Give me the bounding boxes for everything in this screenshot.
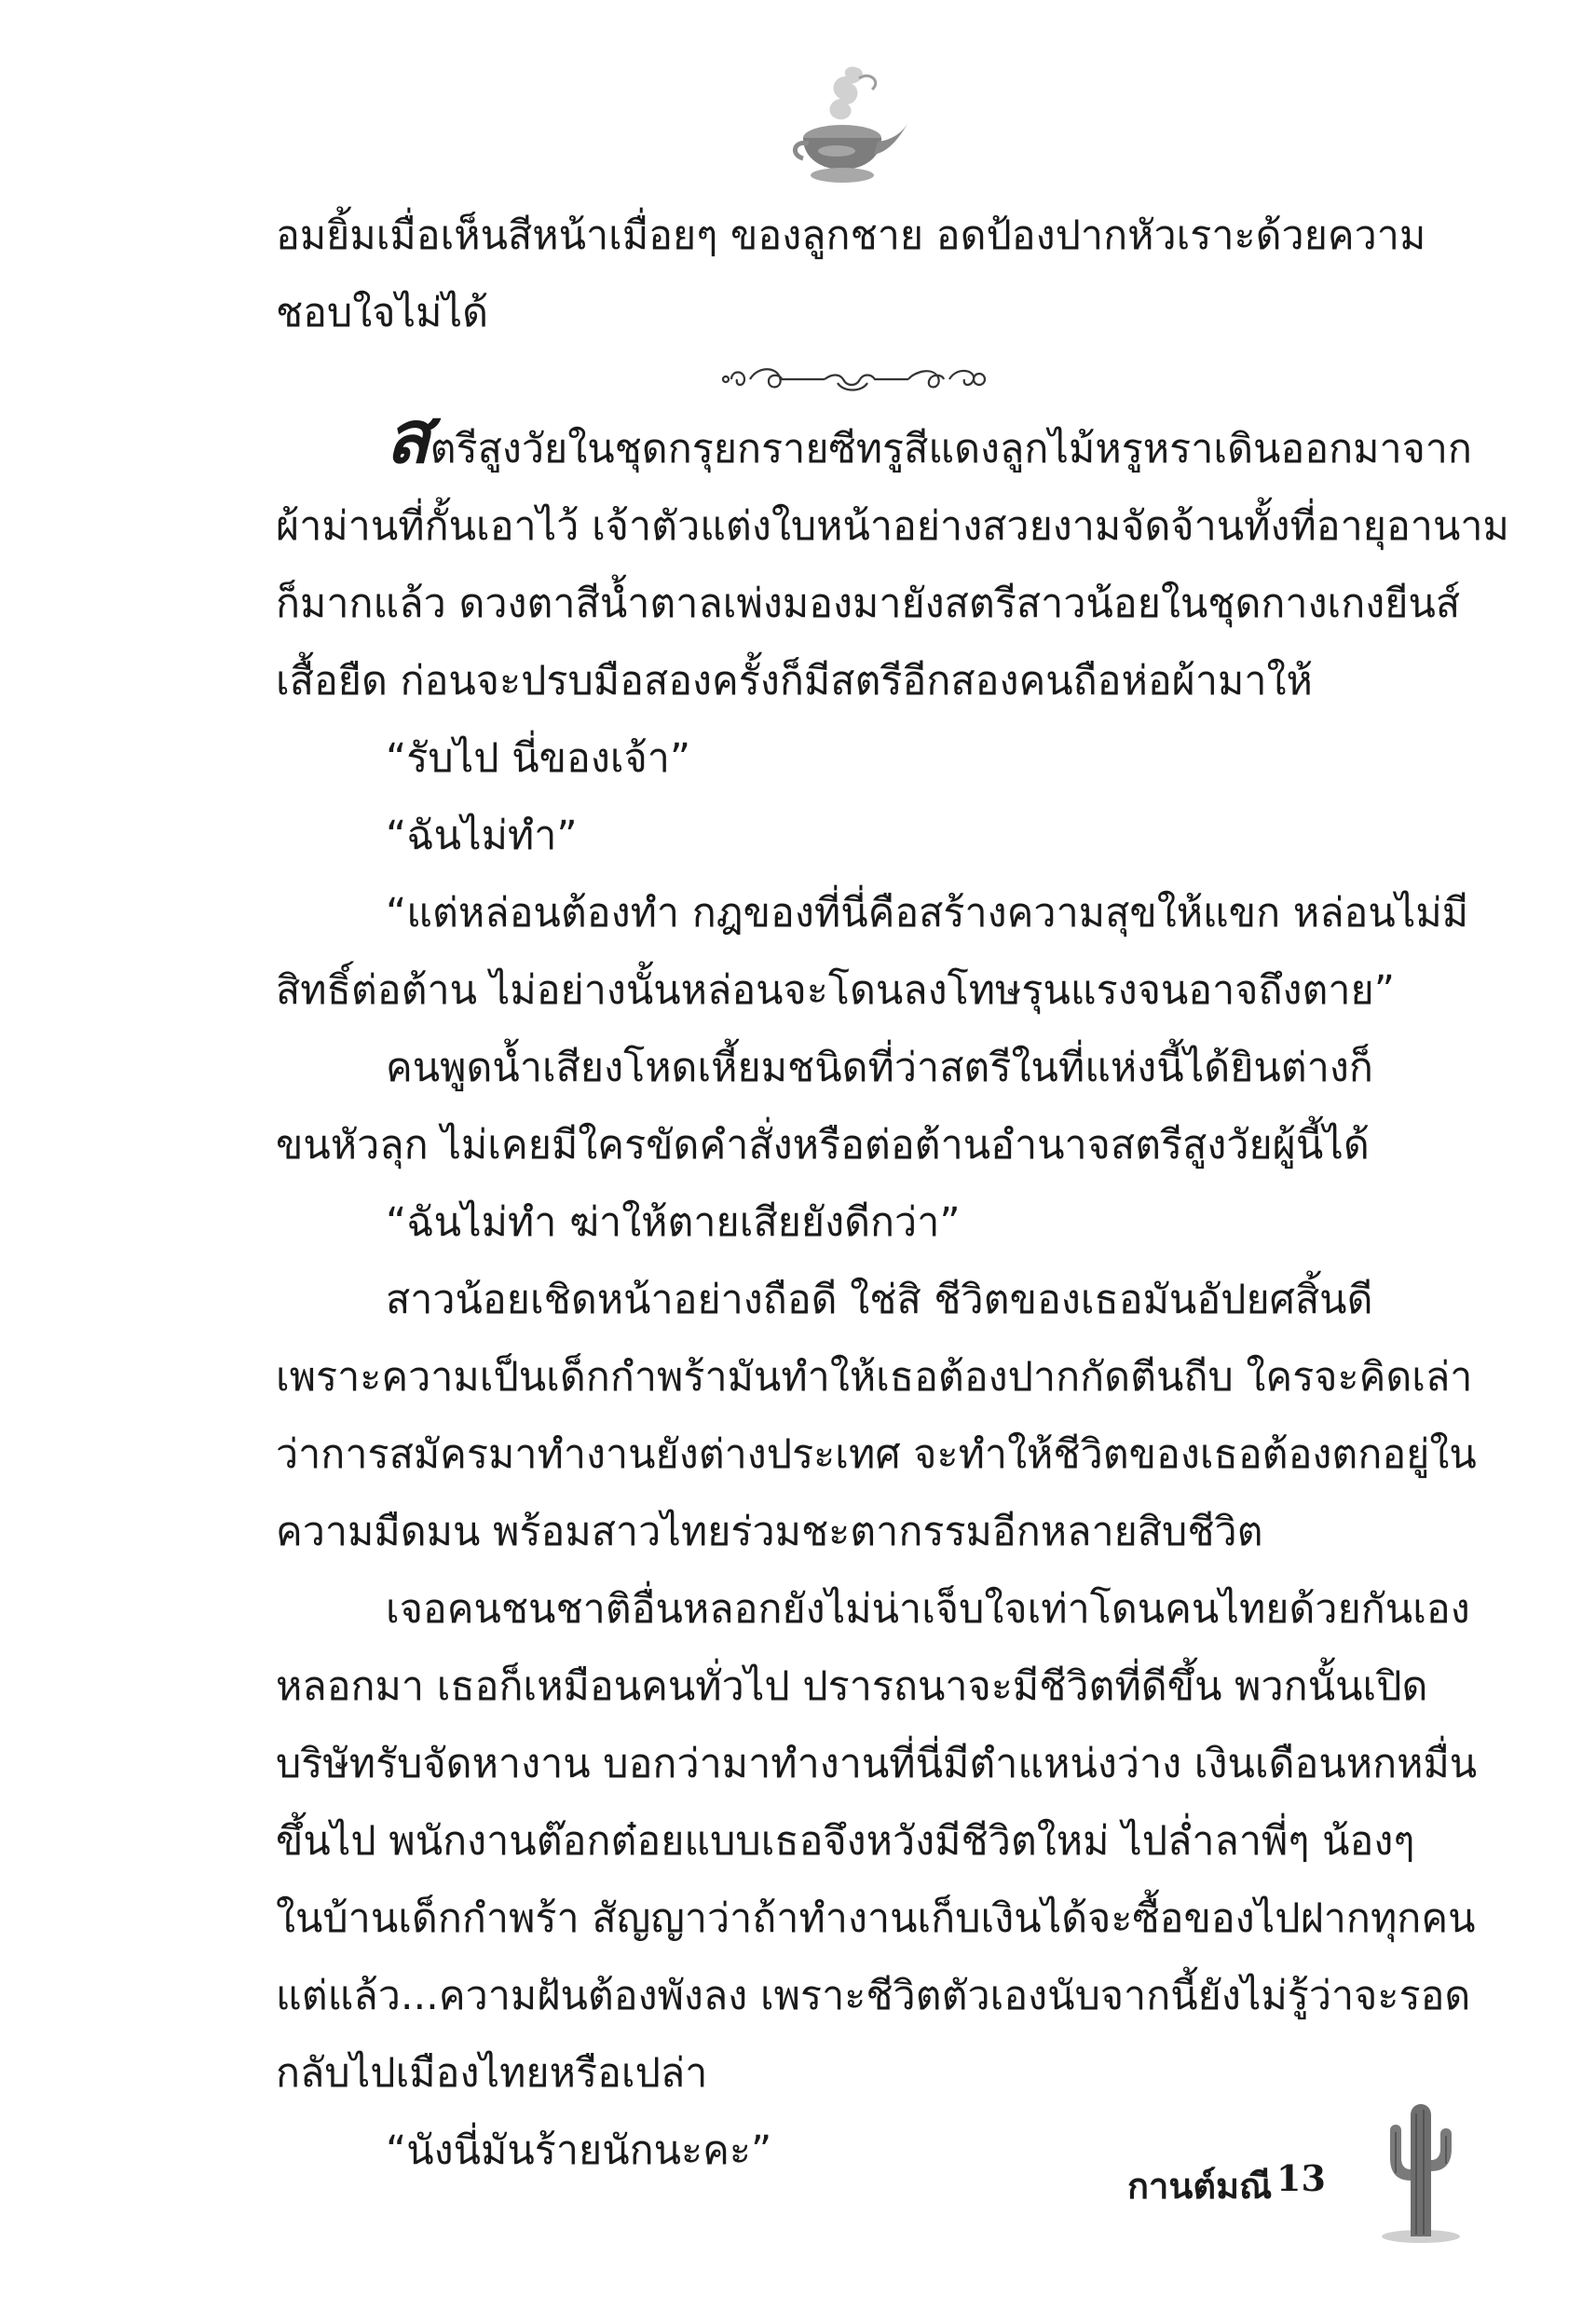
dialog-line: “นังนี่มันร้ายนักนะคะ” xyxy=(386,2127,772,2174)
text-line: ขนหัวลุก ไม่เคยมีใครขัดคำสั่งหรือต่อต้านอำนาจสตรีสูงวัยผู้นี้ได้ xyxy=(276,1122,1370,1169)
drop-cap: ส xyxy=(386,396,430,480)
ornament-divider xyxy=(722,349,992,405)
dialog-line: “ฉันไม่ทำ” xyxy=(386,813,578,859)
text-line: ความมืดมน พร้อมสาวไทยร่วมชะตากรรมอีกหลายสิบชีวิต xyxy=(276,1509,1263,1555)
genie-lamp-icon xyxy=(781,65,911,186)
text-block-top xyxy=(276,198,1440,352)
text-line: เพราะความเป็นเด็กกำพร้ามันทำให้เธอต้องปากกัดตีนถีบ ใครจะคิดเล่า xyxy=(276,1354,1473,1401)
text-line: “แต่หล่อนต้องทำ กฎของที่นี่คือสร้างความสุขให้แขก หล่อนไม่มี xyxy=(386,890,1469,937)
text-line: ผ้าม่านที่กั้นเอาไว้ เจ้าตัวแต่งใบหน้าอย่างสวยงามจัดจ้านทั้งที่อายุอานาม xyxy=(276,503,1509,550)
text-line: ขึ้นไป พนักงานต๊อกต๋อยแบบเธอจึงหวังมีชีวิตใหม่ ไปล่ำลาพี่ๆ น้องๆ xyxy=(276,1818,1415,1865)
text-line: แต่แล้ว...ความฝันต้องพังลง เพราะชีวิตตัวเองนับจากนี้ยังไม่รู้ว่าจะรอด xyxy=(276,1973,1471,2019)
text-line: กลับไปเมืองไทยหรือเปล่า xyxy=(276,2050,708,2097)
text-line: ชอบใจไม่ได้ xyxy=(276,290,489,336)
text-line: เสื้อยืด ก่อนจะปรบมือสองครั้งก็มีสตรีอีกสองคนถือห่อผ้ามาให้ xyxy=(276,658,1313,704)
page-number: 13 xyxy=(1276,2157,1326,2199)
cactus-icon xyxy=(1370,2087,1472,2246)
text-line: คนพูดน้ำเสียงโหดเหี้ยมชนิดที่ว่าสตรีในที่แห่งนี้ได้ยินต่างก็ xyxy=(386,1045,1373,1091)
text-line: ก็มากแล้ว ดวงตาสีน้ำตาลเพ่งมองมายังสตรีสาวน้อยในชุดกางเกงยีนส์ xyxy=(276,581,1461,627)
text-line: เจอคนชนชาติอื่นหลอกยังไม่น่าเจ็บใจเท่าโดนคนไทยด้วยกันเอง xyxy=(386,1586,1470,1633)
dialog-line: “รับไป นี่ของเจ้า” xyxy=(386,735,691,782)
text-line: สาวน้อยเชิดหน้าอย่างถือดี ใช่สิ ชีวิตของเธอมันอัปยศสิ้นดี xyxy=(386,1277,1373,1323)
text-line: อมยิ้มเมื่อเห็นสีหน้าเมื่อยๆ ของลูกชาย อดป้องปากหัวเราะด้วยความ xyxy=(276,212,1426,259)
paragraph-first-line: สตรีสูงวัยในชุดกรุยกรายซีทรูสีแดงลูกไม้หรูหราเดินออกมาจาก xyxy=(386,396,1472,480)
text-block-main xyxy=(276,396,1509,2190)
text-line: ในบ้านเด็กกำพร้า สัญญาว่าถ้าทำงานเก็บเงินได้จะซื้อของไปฝากทุกคน xyxy=(276,1895,1476,1942)
text-line: สิทธิ์ต่อต้าน ไม่อย่างนั้นหล่อนจะโดนลงโทษรุนแรงจนอาจถึงตาย” xyxy=(276,967,1396,1014)
book-title: กานต์มณี xyxy=(1127,2165,1273,2207)
text-line: หลอกมา เธอก็เหมือนคนทั่วไป ปรารถนาจะมีชีวิตที่ดีขึ้น พวกนั้นเปิด xyxy=(276,1663,1428,1710)
text-line: ว่าการสมัครมาทำงานยังต่างประเทศ จะทำให้ชีวิตของเธอต้องตกอยู่ใน xyxy=(276,1431,1477,1478)
dialog-line: “ฉันไม่ทำ ฆ่าให้ตายเสียยังดีกว่า” xyxy=(386,1199,961,1246)
text-line: บริษัทรับจัดหางาน บอกว่ามาทำงานที่นี่มีตำแหน่งว่าง เงินเดือนหกหมื่น xyxy=(276,1741,1478,1787)
